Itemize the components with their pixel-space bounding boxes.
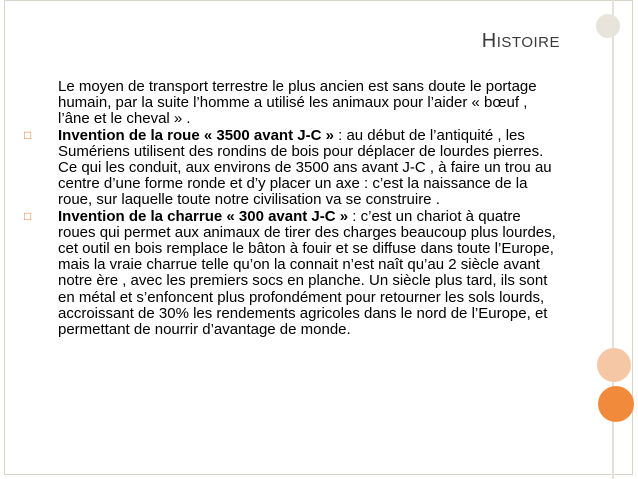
bullet-text: : au début de l’antiquité , les Sumériens utilisent des rondins de bois pour déplacer de lourdes pierres. Ce qui les conduit, aux environs de 3500 ans avant J-C , à faire un trou au centre d’une forme ronde et d’y placer un axe : c’est la naissance de la roue, sur laquelle toute notre civilisation va se construire . bbox=[58, 126, 552, 209]
bullet-icon: □ bbox=[24, 208, 32, 223]
bullet-charrue bbox=[24, 207, 558, 339]
slide-body bbox=[24, 78, 558, 339]
decorative-circle-peach bbox=[597, 348, 631, 382]
bullet-heading: Invention de la roue « 3500 avant J-C » bbox=[58, 126, 334, 144]
slide-title: HISTOIRE bbox=[481, 30, 560, 52]
bullet-heading: Invention de la charrue « 300 avant J-C » bbox=[58, 207, 349, 225]
intro-paragraph: Le moyen de transport terrestre le plus ancien est sans doute le portage humain, par la suite l’homme a utilisé les animaux pour l’aider « bœuf , l’âne et le cheval » . bbox=[58, 78, 537, 128]
bullet-roue bbox=[24, 126, 558, 209]
bullet-text: : c’est un chariot à quatre roues qui permet aux animaux de tirer des charges beaucoup plus lourdes, cet outil en bois remplace le bâton à fouir et se diffuse dans toute l’Europe, mais la vraie charrue telle qu’on la connait n’est naît qu’au 2 siècle avant notre ère , avec les premiers socs en planche. Un siècle plus tard, ils sont en métal et s’enfoncent plus profondément pour retourner les sols lourds, accroissant de 30% les rendements agricoles dans le nord de l’Europe, et permettant de nourrir d’avantage de monde. bbox=[58, 207, 556, 339]
bullet-icon: □ bbox=[24, 127, 32, 142]
decorative-circle-orange bbox=[598, 386, 634, 422]
decorative-circle-gray bbox=[596, 14, 620, 38]
